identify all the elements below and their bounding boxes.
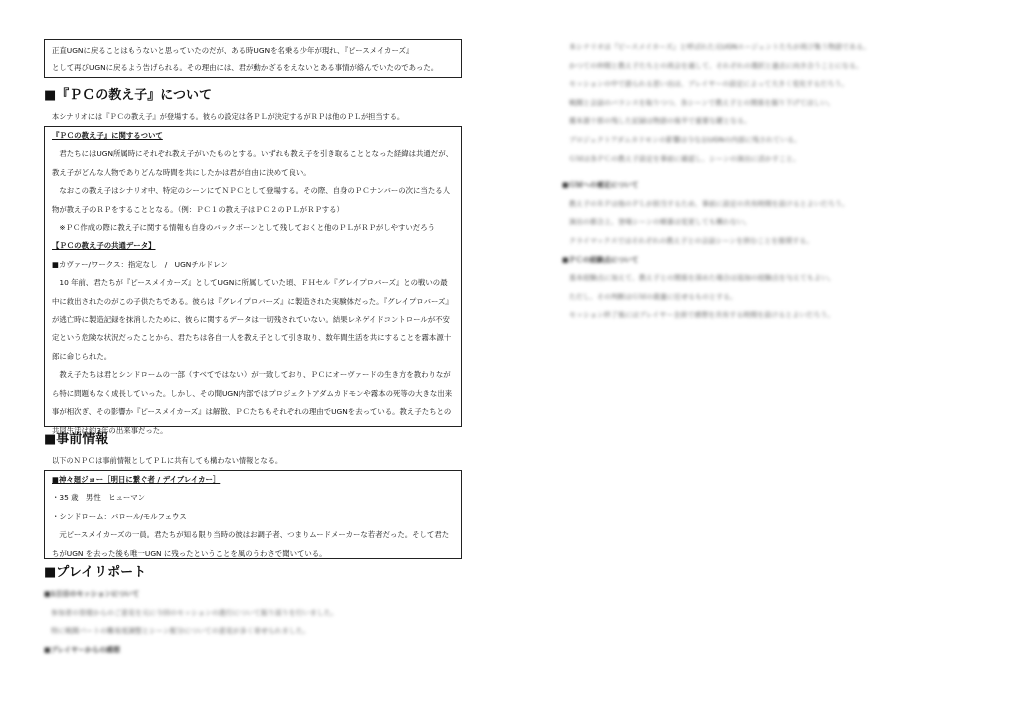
- blurred-line: 演出の都合上、登場シーンの順番は変更しても構わない。: [569, 218, 751, 227]
- blurred-heading: ■1日目のセッションについて: [44, 590, 140, 598]
- blurred-line: 教え子のＲＰは他のＰＬが担当するため、事前に設定の共有時間を設けるとよいだろう。: [569, 199, 849, 208]
- play-report-blurred-text: [44, 585, 462, 659]
- npc-heading: ■神々廻ジョー［明日に繋ぐ者 / デイブレイカー］: [52, 475, 221, 484]
- cover-works-line: ■カヴァー/ワークス：指定なし / UGNチルドレン: [52, 259, 228, 269]
- npc-syndrome-line: ・シンドローム：バロール/モルフェウス: [52, 511, 187, 521]
- blurred-line: 霧本源十郎の残した記録は物語の後半で重要な鍵となる。: [569, 117, 751, 126]
- blurred-heading: ■ＰＣの経験点について: [562, 255, 639, 264]
- section-note-pc-student: 本シナリオには『ＰＣの教え子』が登場する。彼らの設定は各ＰＬが決定するがＲＰは他のＰＬが担当する。: [52, 112, 405, 121]
- blurred-line: プロジェクトアダムカドモンの影響は今なおUGNの内部に残されている。: [569, 135, 801, 144]
- blurred-line: 基本経験点に加えて、教え子との関係を深めた場合は追加の経験点を与えてもよい。: [569, 274, 835, 283]
- pc-student-box: [44, 126, 462, 435]
- section-note-pre-info: 以下のＮＰＣは事前情報としてＰＬに共有しても構わない情報となる。: [52, 456, 283, 465]
- intro-line-2: として再びUGNに戻るよう告げられる。その理由には、君が動かざるをえないとある事情が絡んでいたのであった。: [52, 63, 439, 72]
- blurred-line: 戦闘と会話のバランスを取りつつ、各シーンで教え子との関係を掘り下げてほしい。: [569, 98, 835, 107]
- paragraph: 教え子たちは君とシンドロームの一部（すべてではない）が一致しており、ＰＣにオーヴァードの生き方を教わりながら特に問題もなく成長していった。しかし、その間UGN内部ではプロジェクトアダムカドモンや霧本の死等の大きな出来事が相次ぎ、その影響か『ピースメイカーズ』は解散、ＰＣたちもそれぞれの理由でUGNを去っている。教え子たちとの共同生活は約3年の出来事だった。: [52, 370, 453, 435]
- intro-line-1: 正直UGNに戻ることはもうないと思っていたのだが、ある時UGNを名乗る少年が現れ、『ピースメイカーズ』: [52, 46, 414, 55]
- blurred-line: セッションの中で語られる思い出は、プレイヤーの設定によって大きく変化するだろう。: [569, 80, 849, 89]
- blurred-line: 参加者の皆様からのご意見を元に今回のセッションの進行について振り返りを行いました。: [51, 608, 338, 617]
- blurred-line: セッション終了後にはプレイヤー全員で感想を共有する時間を設けるとよいだろう。: [569, 311, 835, 320]
- paragraph: なおこの教え子はシナリオ中、特定のシーンにてＮＰＣとして登場する。その際、自身のＰＣナンバーの次に当たる人物が教え子のＲＰをすることとなる。（例：ＰＣ１の教え子はＰＣ２のＰＬがＲＰする）: [52, 186, 450, 214]
- npc-description: 元ピースメイカーズの一員。君たちが知る限り当時の彼はお調子者、つまりムードメーカーな若者だった。そして君たちがUGN を去った後も唯一UGN に残ったということを風のうわさで聞いている。: [52, 530, 450, 558]
- left-page: [44, 0, 462, 659]
- blurred-line: 特に戦闘パートの難易度調整とシーン配分についての意見が多く寄せられました。: [51, 627, 310, 636]
- paragraph: 10 年前、君たちが『ピースメイカーズ』としてUGNに所属していた頃、ＦＨセル『グレイプロバーズ』との戦いの最中に救出されたのがこの子供たちである。彼らは『グレイプロバーズ』に製造された実験体だった。『グレイプロバーズ』が逃亡時に製造記録を抹消したために、彼らに関するデータは一切残されていない。結果レネゲイドコントロールが不安定という危険な状況だったことから、君たちは各自一人を教え子として引き取り、数年間生活を共にすることを霧本源十郎に命じられた。: [52, 278, 453, 361]
- npc-age-line: ・35 歳 男性 ヒューマン: [52, 493, 146, 503]
- blurred-line: クライマックスではそれぞれの教え子との会話シーンを挟むことを推奨する。: [569, 236, 814, 245]
- right-page: [562, 0, 980, 325]
- section-title-play-report: ■プレイリポート: [44, 565, 147, 580]
- blurred-heading: ■ＧＭへの補足について: [562, 181, 639, 190]
- box-subheading: 【ＰＣの教え子の共通データ】: [52, 241, 156, 251]
- intro-box: [44, 39, 462, 78]
- blurred-line: 本シナリオは『ピースメイカーズ』と呼ばれた元UGNエージェントたちが再び集う物語である。: [569, 43, 871, 51]
- section-title-pre-info: ■事前情報: [44, 432, 109, 447]
- blurred-heading: ■プレイヤーからの感想: [44, 645, 120, 654]
- paragraph: ※ＰＣ作成の際に教え子に関する情報も自身のバックボーンとして残しておくと他のＰＬがＲＰがしやすいだろう: [59, 223, 435, 233]
- box-heading: 『ＰＣの教え子』に関するついて: [52, 131, 163, 140]
- blurred-line: ＧＭは各ＰＣの教え子設定を事前に確認し、シーンの演出に活かすこと。: [569, 154, 800, 163]
- blurred-line: ただし、その判断はＧＭの裁量に任せるものとする。: [569, 292, 737, 301]
- section-title-pc-student: ■『ＰＣの教え子』について: [44, 88, 213, 103]
- right-blurred-text: [562, 38, 980, 325]
- blurred-line: かつての仲間と教え子たちとの再会を通して、それぞれの選択と過去に向き合うことになる。: [569, 61, 863, 70]
- npc-box: [44, 470, 462, 559]
- paragraph: 君たちにはUGN所属時にそれぞれ教え子がいたものとする。いずれも教え子を引き取ることとなった経緯は共通だが、教え子がどんな人物でありどんな時間を共にしたかは君が自由に決めて良い。: [52, 149, 453, 177]
